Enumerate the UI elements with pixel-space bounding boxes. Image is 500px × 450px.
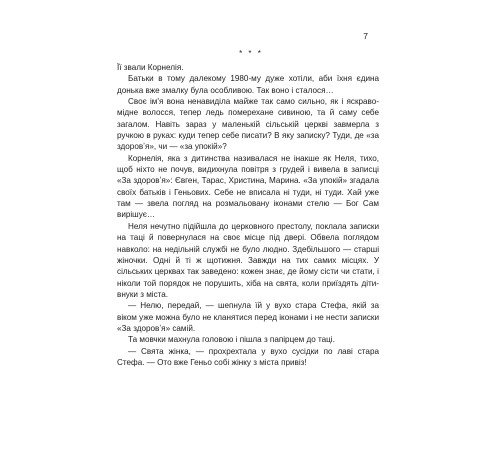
paragraph: — Свята жінка, — прохрехтала у вухо сусідки по лаві стара Стефа. — Ото вже Геньо собі жінку з міста привіз!	[117, 346, 379, 367]
paragraph: Корнелія, яка з дитинства називалася не інакше як Неля, тихо, щоб ніхто не почув, видихнула повітря з грудей і вивела в записці «За здоровʼя»: Євген, Тарас, Христина, Марина. «За упокій» згадала своїх батьків і Геньових. Себе не вписала ні туди, ні туди. Хай уже там — звела погляд на розмальовану іконами стелю — Бог Сам вирішує…	[117, 153, 379, 220]
paragraph: Та мовчки махнула головою і пішла з папірцем до таці.	[128, 335, 335, 345]
paragraph: Батьки в тому далекому 1980-му дуже хотіли, аби їхня єдина донька вже змалку була особливою. Так воно і сталося…	[117, 74, 379, 95]
section-separator: * * *	[239, 49, 263, 58]
text-body	[117, 62, 379, 368]
page-number: 7	[363, 31, 368, 41]
paragraph: — Нелю, передай, — шепнула їй у вухо стара Стефа, якій за віком уже можна було не кланятися перед іконами і не нести записки «За здоровʼя» самій.	[117, 301, 379, 333]
paragraph: Своє ім'я вона ненавиділа майже так само сильно, як і яскраво-мідне волосся, тепер ледь померехане сивиною, та й саму себе загалом. Навіть зараз у маленькій сільській церкві завмерла з ручкою в руках: куди тепер себе писати? В яку записку? Туди, де «за здоровʼя», чи — «за упокій»?	[117, 97, 379, 152]
paragraph: Її звали Корнелія.	[117, 63, 184, 72]
paragraph: Неля нечутно підійшла до церковного престолу, поклала записки на таці й повернулася на своє місце під двері. Обвела поглядом навколо: на недільній службі не було людно. Здебільшого — старші жіночки. Одні й ті ж щотижня. Завжди на тих самих місцях. У сільських церквах так заведено: кожен знає, де йому сісти чи стати, і ніколи той порядок не порушить, хіба на свята, коли приїздять діти-внуки з міста.	[117, 221, 379, 299]
